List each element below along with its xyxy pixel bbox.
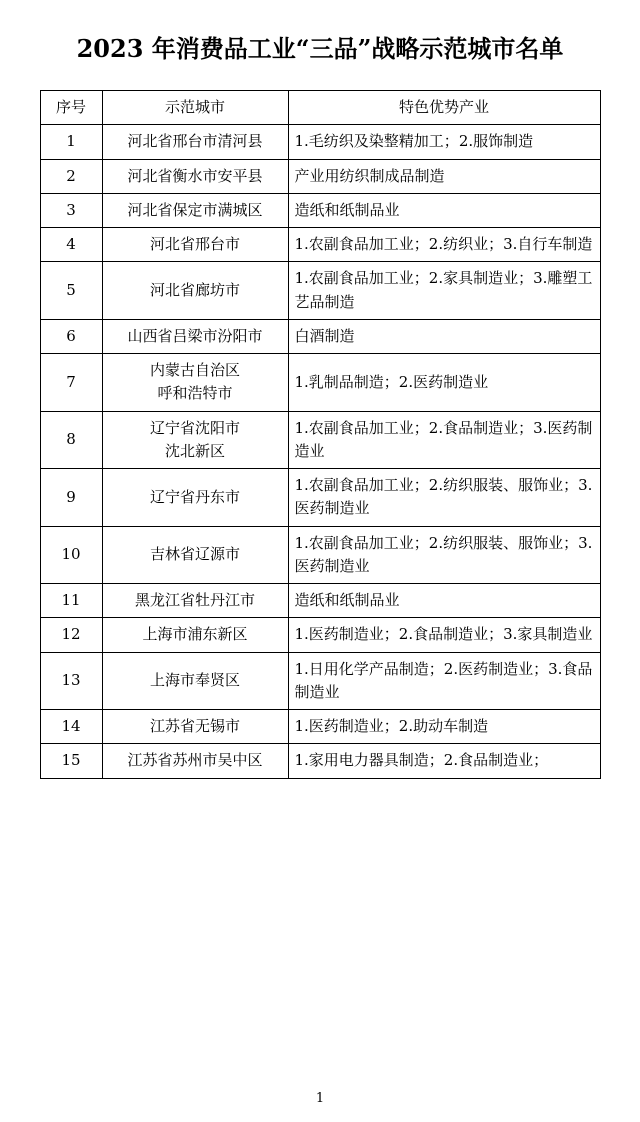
table-row [40,193,600,227]
cell-industry: 产业用纺织制成品制造 [288,159,600,193]
column-header-index: 序号 [40,91,102,125]
cell-city: 江苏省苏州市吴中区 [102,744,288,778]
cell-industry: 1.毛纺织及染整精加工；2.服饰制造 [288,125,600,159]
cell-industry: 1.医药制造业；2.食品制造业；3.家具制造业 [288,618,600,652]
cell-index: 4 [40,228,102,262]
cell-industry: 1.乳制品制造；2.医药制造业 [288,354,600,412]
cell-index: 6 [40,319,102,353]
table-body [40,125,600,778]
city-list-table [40,90,601,779]
cell-index: 15 [40,744,102,778]
cell-city: 河北省保定市满城区 [102,193,288,227]
document-page [0,34,640,1122]
cell-index: 8 [40,411,102,469]
table-row [40,584,600,618]
table-row [40,411,600,469]
page-title: 2023 年消费品工业“三品”战略示范城市名单 [76,34,564,63]
cell-city: 内蒙古自治区 呼和浩特市 [102,354,288,412]
cell-industry: 白酒制造 [288,319,600,353]
cell-index: 13 [40,652,102,710]
cell-city: 辽宁省沈阳市 沈北新区 [102,411,288,469]
cell-industry: 1.农副食品加工业；2.纺织服装、服饰业；3.医药制造业 [288,469,600,527]
cell-index: 10 [40,526,102,584]
page-number: 1 [315,1091,325,1106]
cell-city: 吉林省辽源市 [102,526,288,584]
column-header-city: 示范城市 [102,91,288,125]
cell-industry: 1.农副食品加工业；2.食品制造业；3.医药制造业 [288,411,600,469]
cell-index: 7 [40,354,102,412]
cell-index: 14 [40,710,102,744]
table-row [40,744,600,778]
column-header-industry: 特色优势产业 [288,91,600,125]
cell-industry: 1.农副食品加工业；2.家具制造业；3.雕塑工艺品制造 [288,262,600,320]
cell-industry: 1.日用化学产品制造；2.医药制造业；3.食品制造业 [288,652,600,710]
table-row [40,228,600,262]
cell-index: 2 [40,159,102,193]
table-row [40,710,600,744]
cell-industry: 1.农副食品加工业；2.纺织业；3.自行车制造 [288,228,600,262]
cell-index: 12 [40,618,102,652]
cell-city: 上海市奉贤区 [102,652,288,710]
cell-index: 9 [40,469,102,527]
cell-index: 11 [40,584,102,618]
cell-industry: 造纸和纸制品业 [288,584,600,618]
cell-city: 河北省邢台市 [102,228,288,262]
cell-index: 5 [40,262,102,320]
cell-index: 3 [40,193,102,227]
table-header-row [40,91,600,125]
cell-city: 辽宁省丹东市 [102,469,288,527]
table-row [40,159,600,193]
cell-city: 上海市浦东新区 [102,618,288,652]
cell-city: 江苏省无锡市 [102,710,288,744]
cell-city: 河北省衡水市安平县 [102,159,288,193]
table-row [40,319,600,353]
cell-industry: 1.医药制造业；2.助动车制造 [288,710,600,744]
table-row [40,652,600,710]
cell-industry: 造纸和纸制品业 [288,193,600,227]
cell-city: 河北省廊坊市 [102,262,288,320]
table-row [40,469,600,527]
cell-index: 1 [40,125,102,159]
table-row [40,618,600,652]
table-row [40,354,600,412]
cell-city: 黑龙江省牡丹江市 [102,584,288,618]
cell-industry: 1.家用电力器具制造；2.食品制造业； [288,744,600,778]
table-row [40,526,600,584]
cell-city: 山西省吕梁市汾阳市 [102,319,288,353]
cell-city: 河北省邢台市清河县 [102,125,288,159]
table-row [40,125,600,159]
table-row [40,262,600,320]
cell-industry: 1.农副食品加工业；2.纺织服装、服饰业；3.医药制造业 [288,526,600,584]
